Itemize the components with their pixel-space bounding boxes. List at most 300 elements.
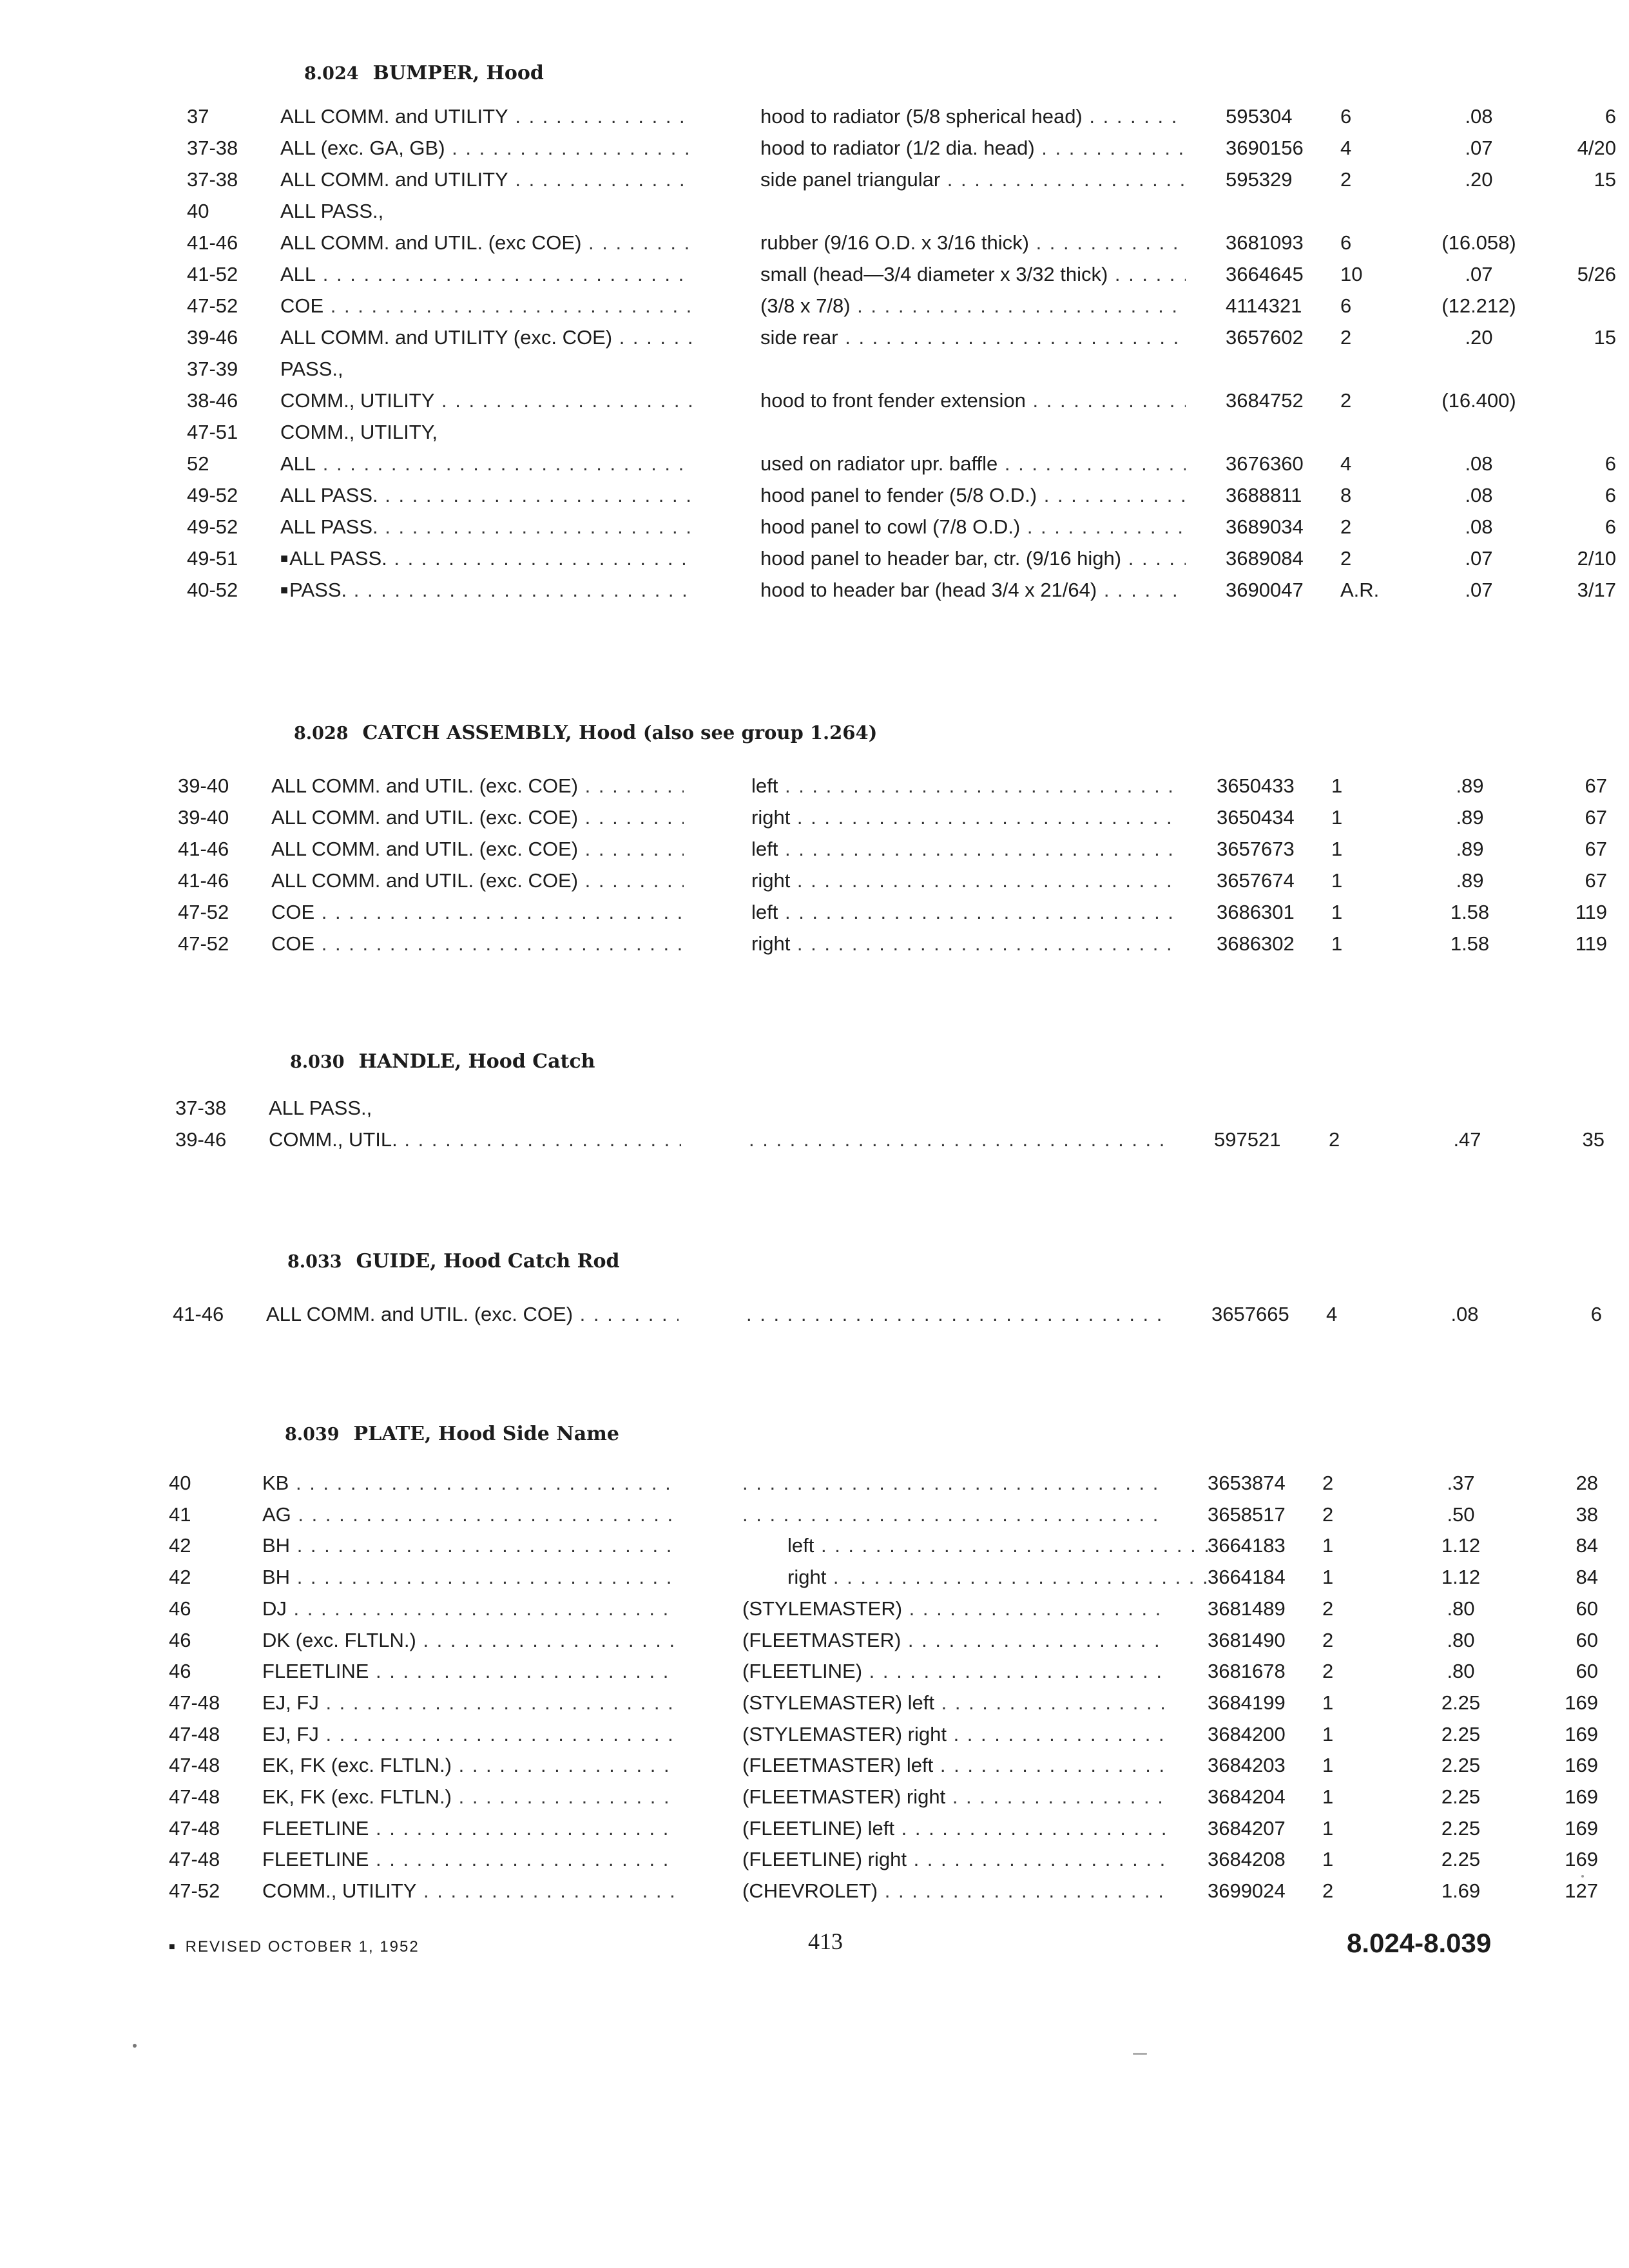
year-cell (187, 480, 277, 511)
quantity-cell (1322, 1593, 1406, 1624)
model-cell-text: ALL COMM. and UTIL. (exc. COE) (271, 838, 579, 860)
price-cell-text: 2.25 (1441, 1785, 1481, 1808)
model-cell-text: PASS. (289, 579, 347, 601)
quantity-cell-text: 2 (1322, 1503, 1334, 1526)
year-cell (178, 802, 268, 833)
part-number-cell-text: 595329 (1226, 168, 1293, 191)
part-number-cell-text: 3686301 (1217, 901, 1295, 923)
model-cell (262, 1625, 675, 1656)
quantity-cell-text: 2 (1340, 547, 1352, 570)
price-cell-text: 1.58 (1450, 901, 1490, 923)
quantity-cell-text: 1 (1331, 869, 1343, 892)
year-cell (178, 771, 268, 802)
year-cell-text: 38-46 (187, 389, 238, 412)
year-cell-text: 39-46 (175, 1128, 227, 1151)
quantity-cell-text: 4 (1326, 1303, 1338, 1325)
description-cell-text: left (751, 901, 778, 923)
description-cell (751, 834, 1177, 865)
description-cell-text: left (787, 1534, 815, 1557)
year-cell (169, 1782, 259, 1812)
description-cell (742, 1844, 1168, 1875)
description-cell-text: hood to front fender extension (760, 389, 1026, 412)
price-cell-text: .80 (1447, 1629, 1475, 1651)
model-cell-text: COMM., UTILITY, (280, 421, 438, 443)
year-cell (187, 417, 277, 448)
model-cell-text: ALL PASS., (280, 200, 384, 222)
table-row (175, 1093, 1528, 1124)
weight-cell-text: 2/10 (1577, 547, 1616, 570)
year-cell (169, 1593, 259, 1624)
revised-date: REVISED OCTOBER 1, 1952 (185, 1938, 419, 1956)
model-cell-text: EJ, FJ (262, 1691, 319, 1714)
description-cell-text: (CHEVROLET) (742, 1879, 878, 1902)
revised-mark: ■ (169, 1941, 177, 1952)
weight-cell-text: 169 (1565, 1691, 1598, 1714)
description-cell (760, 291, 1186, 322)
year-cell (178, 897, 268, 928)
weight-cell (1510, 928, 1607, 959)
part-number-cell-text: 3689084 (1226, 547, 1304, 570)
price-cell (1422, 928, 1518, 959)
part-number-cell (1208, 1782, 1311, 1812)
quantity-cell (1340, 227, 1424, 258)
price-cell-text: 2.25 (1441, 1754, 1481, 1776)
description-cell-text: side rear (760, 326, 838, 349)
part-number-cell (1208, 1844, 1311, 1875)
year-cell-text: 47-52 (178, 932, 229, 955)
part-number-cell (1217, 897, 1320, 928)
year-cell (169, 1499, 259, 1530)
section-number: 8.033 (287, 1252, 342, 1272)
model-cell-text: PASS., (280, 358, 343, 380)
price-cell-text: .07 (1465, 547, 1493, 570)
weight-cell-text: 67 (1585, 838, 1607, 860)
description-cell (742, 1468, 1168, 1499)
part-number-cell (1208, 1625, 1311, 1656)
price-cell (1422, 802, 1518, 833)
quantity-cell-text: 2 (1322, 1629, 1334, 1651)
price-cell (1412, 1562, 1509, 1593)
quantity-cell (1331, 771, 1415, 802)
weight-cell (1501, 1593, 1598, 1624)
part-number-cell-text: 3681490 (1208, 1629, 1286, 1651)
model-cell (280, 133, 693, 164)
table-row (187, 227, 1540, 258)
year-cell-text: 47-48 (169, 1754, 220, 1776)
table-row (169, 1782, 1598, 1812)
quantity-cell (1326, 1299, 1410, 1330)
weight-cell-text: 67 (1585, 774, 1607, 797)
model-cell-text: COMM., UTILITY (280, 389, 435, 412)
model-cell-text: ALL PASS. (280, 484, 378, 506)
quantity-cell (1331, 802, 1415, 833)
year-cell-text: 37-38 (187, 168, 238, 191)
weight-cell (1505, 1299, 1602, 1330)
description-cell-text: right (787, 1566, 827, 1588)
description-cell (749, 1124, 1174, 1155)
model-cell (269, 1093, 681, 1124)
section-number: 8.028 (294, 724, 349, 744)
quantity-cell-text: 1 (1322, 1566, 1334, 1588)
quantity-cell-text: 6 (1340, 105, 1352, 128)
price-cell (1422, 897, 1518, 928)
part-number-cell-text: 3684203 (1208, 1754, 1286, 1776)
year-cell-text: 41 (169, 1503, 191, 1526)
year-cell-text: 49-52 (187, 515, 238, 538)
part-number-cell-text: 3657673 (1217, 838, 1295, 860)
weight-cell (1519, 164, 1616, 195)
part-number-cell (1208, 1813, 1311, 1844)
description-cell-text: side panel triangular (760, 168, 941, 191)
part-number-cell (1226, 133, 1329, 164)
part-number-cell (1208, 1530, 1311, 1561)
description-cell-text: (3/8 x 7/8) (760, 294, 851, 317)
year-cell-text: 52 (187, 452, 209, 475)
year-cell-text: 42 (169, 1566, 191, 1588)
price-cell-text: .20 (1465, 326, 1493, 349)
description-cell (742, 1530, 1213, 1561)
quantity-cell (1340, 512, 1424, 543)
quantity-cell (1322, 1844, 1406, 1875)
description-cell (760, 575, 1186, 606)
table-row (169, 1844, 1598, 1875)
year-cell (169, 1530, 259, 1561)
model-cell (262, 1719, 675, 1750)
year-cell-text: 40-52 (187, 579, 238, 601)
model-cell-text: EK, FK (exc. FLTLN.) (262, 1754, 452, 1776)
price-cell (1431, 385, 1527, 416)
quantity-cell-text: 1 (1331, 806, 1343, 829)
description-cell (751, 865, 1177, 896)
model-cell-text: COE (280, 294, 324, 317)
part-number-cell (1208, 1499, 1311, 1530)
description-cell (746, 1299, 1171, 1330)
model-cell-text: EJ, FJ (262, 1723, 319, 1745)
weight-cell (1519, 259, 1616, 290)
price-cell-text: .89 (1456, 774, 1484, 797)
section-heading-8-033 (287, 1250, 620, 1273)
model-cell-text: COMM., UTIL. (269, 1128, 398, 1151)
description-cell-text: (STYLEMASTER) (742, 1597, 903, 1620)
part-number-cell (1217, 834, 1320, 865)
table-row (169, 1530, 1598, 1561)
table-row (169, 1625, 1598, 1656)
quantity-cell (1322, 1813, 1406, 1844)
section-title: CATCH ASSEMBLY, Hood (362, 722, 637, 744)
section-heading-8-039 (285, 1423, 619, 1445)
description-cell-text: (FLEETMASTER) (742, 1629, 901, 1651)
model-cell-text: ALL COMM. and UTIL. (exc. COE) (266, 1303, 574, 1325)
price-cell (1412, 1813, 1509, 1844)
quantity-cell-text: 1 (1331, 774, 1343, 797)
part-number-cell (1226, 512, 1329, 543)
scan-speck (1133, 2053, 1147, 2055)
year-cell-text: 41-46 (173, 1303, 224, 1325)
weight-cell (1510, 897, 1607, 928)
table-row (169, 1593, 1598, 1624)
part-number-cell (1226, 101, 1329, 132)
quantity-cell-text: 2 (1322, 1597, 1334, 1620)
model-cell-text: ALL COMM. and UTILITY (280, 168, 508, 191)
year-cell-text: 39-46 (187, 326, 238, 349)
description-cell (742, 1813, 1168, 1844)
part-number-cell-text: 3684204 (1208, 1785, 1286, 1808)
weight-cell (1519, 101, 1616, 132)
weight-cell (1501, 1530, 1598, 1561)
weight-cell-text: 35 (1582, 1128, 1605, 1151)
table-row (187, 196, 1540, 227)
part-number-cell (1226, 385, 1329, 416)
year-cell-text: 39-40 (178, 774, 229, 797)
weight-cell (1501, 1782, 1598, 1812)
scan-speck (1581, 1875, 1584, 1878)
table-row (187, 385, 1540, 416)
quantity-cell (1322, 1499, 1406, 1530)
quantity-cell (1340, 480, 1424, 511)
year-cell (169, 1687, 259, 1718)
table-row (175, 1124, 1605, 1155)
description-cell (760, 385, 1186, 416)
weight-cell-text: 15 (1594, 326, 1616, 349)
table-row (169, 1468, 1598, 1499)
part-number-cell (1208, 1876, 1311, 1907)
part-number-cell-text: 3664184 (1208, 1566, 1286, 1588)
year-cell-text: 47-48 (169, 1848, 220, 1870)
price-cell-text: .07 (1465, 263, 1493, 285)
weight-cell (1501, 1656, 1598, 1687)
model-cell (262, 1687, 675, 1718)
price-cell-text: (16.058) (1441, 231, 1516, 254)
year-cell (187, 575, 277, 606)
description-cell (760, 227, 1186, 258)
price-cell (1431, 291, 1527, 322)
year-cell-text: 40 (169, 1472, 191, 1494)
weight-cell (1510, 834, 1607, 865)
section-title: GUIDE, Hood Catch Rod (356, 1250, 620, 1273)
year-cell-text: 40 (187, 200, 209, 222)
model-cell (271, 928, 684, 959)
quantity-cell-text: 2 (1340, 168, 1352, 191)
price-cell (1431, 322, 1527, 353)
part-number-cell-text: 4114321 (1226, 294, 1302, 317)
year-cell (169, 1468, 259, 1499)
part-number-cell (1211, 1299, 1315, 1330)
quantity-cell-text: 2 (1322, 1660, 1334, 1682)
description-cell-text: hood panel to header bar, ctr. (9/16 high) (760, 547, 1122, 570)
description-cell-text: (FLEETMASTER) left (742, 1754, 934, 1776)
description-cell-text: (FLEETMASTER) right (742, 1785, 946, 1808)
part-number-cell-text: 3684200 (1208, 1723, 1286, 1745)
price-cell-text: .50 (1447, 1503, 1475, 1526)
quantity-cell (1331, 834, 1415, 865)
quantity-cell-text: 1 (1331, 901, 1343, 923)
model-cell (262, 1656, 675, 1687)
model-cell (266, 1299, 679, 1330)
part-number-cell-text: 3688811 (1226, 484, 1302, 506)
weight-cell (1510, 865, 1607, 896)
quantity-cell-text: 4 (1340, 452, 1352, 475)
table-row (187, 543, 1616, 574)
quantity-cell-text: 1 (1322, 1754, 1334, 1776)
table-row (169, 1719, 1598, 1750)
model-cell (262, 1813, 675, 1844)
weight-cell (1519, 448, 1616, 479)
description-cell-text: hood panel to cowl (7/8 O.D.) (760, 515, 1021, 538)
quantity-cell-text: 4 (1340, 137, 1352, 159)
quantity-cell (1322, 1876, 1406, 1907)
year-cell (178, 865, 268, 896)
year-cell (169, 1813, 259, 1844)
part-number-cell-text: 3681489 (1208, 1597, 1286, 1620)
weight-cell-text: 67 (1585, 869, 1607, 892)
price-cell-text: .08 (1465, 105, 1493, 128)
description-cell-text: hood to radiator (1/2 dia. head) (760, 137, 1035, 159)
price-cell (1412, 1719, 1509, 1750)
description-cell (742, 1876, 1168, 1907)
weight-cell-text: 60 (1576, 1597, 1598, 1620)
description-cell (760, 133, 1186, 164)
weight-cell-text: 5/26 (1577, 263, 1616, 285)
price-cell-text: .80 (1447, 1597, 1475, 1620)
quantity-cell (1340, 575, 1424, 606)
description-cell-text: (STYLEMASTER) right (742, 1723, 947, 1745)
price-cell-text: .89 (1456, 838, 1484, 860)
quantity-cell-text: 1 (1331, 838, 1343, 860)
price-cell-text: .08 (1465, 484, 1493, 506)
description-cell-text: hood to radiator (5/8 spherical head) (760, 105, 1083, 128)
price-cell (1412, 1625, 1509, 1656)
year-cell (187, 227, 277, 258)
year-cell (187, 196, 277, 227)
model-cell-text: DK (exc. FLTLN.) (262, 1629, 416, 1651)
quantity-cell-text: 10 (1340, 263, 1363, 285)
year-cell (187, 385, 277, 416)
description-cell (760, 448, 1186, 479)
year-cell-text: 47-48 (169, 1817, 220, 1840)
year-cell-text: 37 (187, 105, 209, 128)
part-number-cell-text: 595304 (1226, 105, 1293, 128)
price-cell-text: (12.212) (1441, 294, 1516, 317)
part-number-cell (1226, 291, 1329, 322)
model-cell-text: ALL PASS. (280, 515, 378, 538)
model-cell (262, 1530, 675, 1561)
description-cell (742, 1719, 1168, 1750)
price-cell-text: .20 (1465, 168, 1493, 191)
model-cell-text: FLEETLINE (262, 1817, 369, 1840)
model-cell-text: FLEETLINE (262, 1660, 369, 1682)
weight-cell-text: 127 (1565, 1879, 1598, 1902)
price-cell (1412, 1593, 1509, 1624)
model-cell (262, 1468, 675, 1499)
quantity-cell (1340, 101, 1424, 132)
weight-cell-text: 67 (1585, 806, 1607, 829)
part-number-cell (1226, 322, 1329, 353)
section-number: 8.024 (304, 64, 359, 84)
table-row (187, 512, 1616, 543)
part-number-cell-text: 3689034 (1226, 515, 1304, 538)
price-cell (1431, 480, 1527, 511)
year-cell (169, 1656, 259, 1687)
year-cell (187, 133, 277, 164)
part-number-cell-text: 3684208 (1208, 1848, 1286, 1870)
part-number-cell-text: 3658517 (1208, 1503, 1286, 1526)
price-cell-text: .07 (1465, 579, 1493, 601)
description-cell (742, 1656, 1168, 1687)
price-cell (1431, 259, 1527, 290)
part-number-cell-text: 3684207 (1208, 1817, 1286, 1840)
quantity-cell (1322, 1687, 1406, 1718)
price-cell-text: 1.58 (1450, 932, 1490, 955)
price-cell-text: 2.25 (1441, 1723, 1481, 1745)
part-number-cell (1214, 1124, 1317, 1155)
price-cell (1422, 865, 1518, 896)
description-cell (742, 1750, 1168, 1781)
model-cell-text: ALL COMM. and UTIL. (exc. COE) (271, 806, 579, 829)
model-cell (271, 802, 684, 833)
model-cell-text: ALL COMM. and UTIL. (exc. COE) (271, 869, 579, 892)
model-cell-text: ALL PASS., (269, 1097, 372, 1119)
price-cell (1416, 1299, 1513, 1330)
part-number-cell-text: 3690047 (1226, 579, 1304, 601)
weight-cell-text: 60 (1576, 1629, 1598, 1651)
model-cell (271, 771, 684, 802)
quantity-cell-text: 2 (1329, 1128, 1340, 1151)
weight-cell-text: 15 (1594, 168, 1616, 191)
model-cell (280, 512, 693, 543)
price-cell (1412, 1844, 1509, 1875)
quantity-cell-text: 6 (1340, 294, 1352, 317)
part-number-cell (1217, 928, 1320, 959)
model-cell (280, 259, 693, 290)
weight-cell-text: 169 (1565, 1754, 1598, 1776)
revised-note (169, 1938, 419, 1956)
table-row (187, 575, 1616, 606)
section-title: HANDLE, Hood Catch (358, 1050, 595, 1073)
model-cell (280, 101, 693, 132)
model-cell-text: DJ (262, 1597, 287, 1620)
description-cell (742, 1687, 1168, 1718)
table-row (187, 133, 1616, 164)
quantity-cell (1322, 1625, 1406, 1656)
model-cell-text: AG (262, 1503, 291, 1526)
weight-cell-text: 28 (1576, 1472, 1598, 1494)
quantity-cell (1340, 448, 1424, 479)
year-cell-text: 39-40 (178, 806, 229, 829)
quantity-cell-text: 6 (1340, 231, 1352, 254)
price-cell-text: 2.25 (1441, 1691, 1481, 1714)
part-number-cell (1217, 865, 1320, 896)
year-cell (187, 354, 277, 385)
description-cell (742, 1562, 1213, 1593)
year-cell-text: 49-52 (187, 484, 238, 506)
quantity-cell-text: A.R. (1340, 579, 1380, 601)
year-cell (187, 322, 277, 353)
part-number-cell-text: 3650434 (1217, 806, 1295, 829)
weight-cell-text: 60 (1576, 1660, 1598, 1682)
part-number-cell-text: 597521 (1214, 1128, 1281, 1151)
quantity-cell-text: 2 (1322, 1472, 1334, 1494)
table-row (187, 259, 1616, 290)
part-number-cell-text: 3664183 (1208, 1534, 1286, 1557)
weight-cell (1501, 1468, 1598, 1499)
model-cell-text: ALL COMM. and UTILITY (exc. COE) (280, 326, 613, 349)
year-cell-text: 46 (169, 1629, 191, 1651)
description-cell-text: small (head—3/4 diameter x 3/32 thick) (760, 263, 1108, 285)
quantity-cell (1322, 1656, 1406, 1687)
model-cell-text: BH (262, 1534, 291, 1557)
price-cell (1431, 227, 1527, 258)
year-cell (187, 259, 277, 290)
